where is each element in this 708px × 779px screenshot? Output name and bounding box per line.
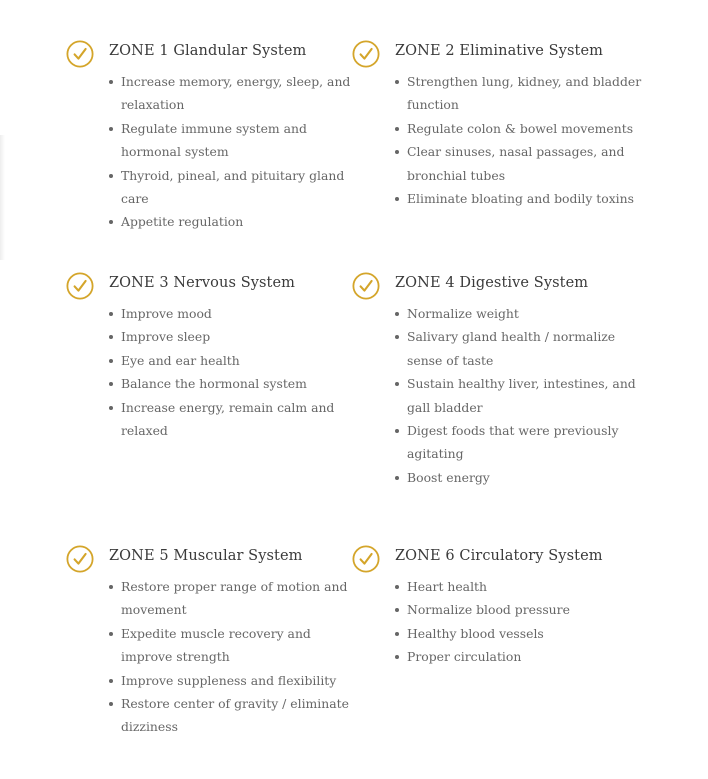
zone-title: ZONE 6 Circulatory System (395, 548, 603, 564)
list-item: Strengthen lung, kidney, and bladder function (407, 70, 652, 117)
zone-header (66, 545, 366, 573)
edge-shadow (0, 135, 5, 260)
zone-benefits-list (66, 70, 366, 234)
list-item: Heart health (407, 575, 652, 598)
list-item: Salivary gland health / normalize sense of taste (407, 325, 652, 372)
list-item: Digest foods that were previously agitating (407, 419, 652, 466)
list-item: Restore proper range of motion and movement (121, 575, 366, 622)
list-item: Appetite regulation (121, 210, 366, 233)
zone-header (66, 272, 366, 300)
list-item: Balance the hormonal system (121, 372, 366, 395)
list-item: Eliminate bloating and bodily toxins (407, 187, 652, 210)
zone-1 (66, 40, 366, 234)
zone-benefits-list (66, 302, 366, 442)
zone-5 (66, 545, 366, 739)
zone-title: ZONE 5 Muscular System (109, 548, 303, 564)
list-item: Boost energy (407, 466, 652, 489)
check-circle-icon (66, 545, 94, 573)
check-circle-icon (352, 545, 380, 573)
zone-title: ZONE 1 Glandular System (109, 43, 307, 59)
list-item: Expedite muscle recovery and improve strength (121, 622, 366, 669)
list-item: Thyroid, pineal, and pituitary gland care (121, 164, 366, 211)
list-item: Normalize weight (407, 302, 652, 325)
list-item: Regulate colon & bowel movements (407, 117, 652, 140)
list-item: Sustain healthy liver, intestines, and gall bladder (407, 372, 652, 419)
list-item: Regulate immune system and hormonal system (121, 117, 366, 164)
zone-title: ZONE 2 Eliminative System (395, 43, 603, 59)
check-circle-icon (66, 272, 94, 300)
zone-header (66, 40, 366, 68)
zone-header (352, 545, 652, 573)
zone-4 (352, 272, 652, 489)
check-circle-icon (352, 40, 380, 68)
list-item: Improve suppleness and flexibility (121, 669, 366, 692)
zone-benefits-list (66, 575, 366, 739)
zone-benefits-list (352, 302, 652, 489)
list-item: Increase energy, remain calm and relaxed (121, 396, 366, 443)
zone-header (352, 40, 652, 68)
list-item: Eye and ear health (121, 349, 366, 372)
zone-2 (352, 40, 652, 210)
zone-header (352, 272, 652, 300)
zone-3 (66, 272, 366, 442)
check-circle-icon (352, 272, 380, 300)
list-item: Increase memory, energy, sleep, and relaxation (121, 70, 366, 117)
list-item: Improve mood (121, 302, 366, 325)
zone-6 (352, 545, 652, 669)
check-circle-icon (66, 40, 94, 68)
list-item: Normalize blood pressure (407, 598, 652, 621)
list-item: Improve sleep (121, 325, 366, 348)
list-item: Proper circulation (407, 645, 652, 668)
zone-benefits-list (352, 575, 652, 669)
zone-title: ZONE 4 Digestive System (395, 275, 589, 291)
zone-benefits-list (352, 70, 652, 210)
zone-title: ZONE 3 Nervous System (109, 275, 296, 291)
list-item: Healthy blood vessels (407, 622, 652, 645)
list-item: Clear sinuses, nasal passages, and bronchial tubes (407, 140, 652, 187)
list-item: Restore center of gravity / eliminate dizziness (121, 692, 366, 739)
